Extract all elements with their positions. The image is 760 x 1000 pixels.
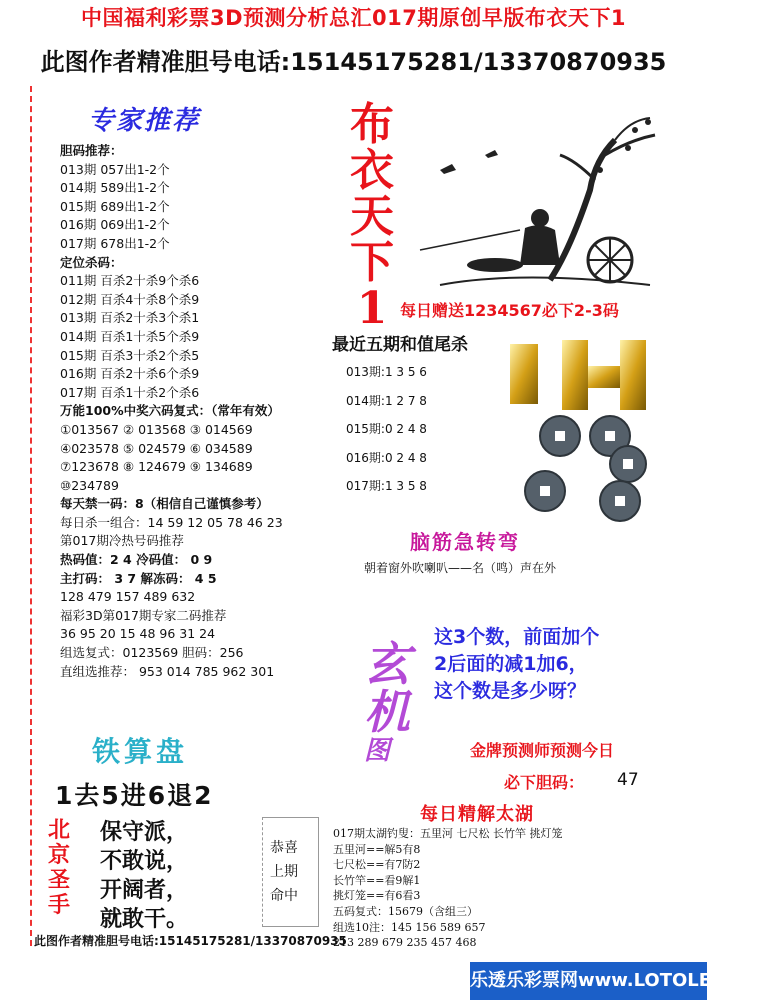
header-phone-bar <box>0 42 707 82</box>
buyi-tianxia-title <box>348 99 396 334</box>
list-line: ④023578 ⑤ 024579 ⑥ 034589 <box>60 440 253 456</box>
puzzle-line: 这个数是多少呀？ <box>434 680 587 702</box>
recent-row: 015期:0 2 4 8 <box>346 422 427 436</box>
title-char: 下 <box>350 237 394 288</box>
recent-sum-list <box>346 358 427 501</box>
brain-teaser-text: 朝着窗外吹喇叭——名（鸣）声在外 <box>364 561 557 575</box>
list-line: 每日杀一组合：14 59 12 05 78 46 23 <box>60 514 283 530</box>
taihu-text <box>333 826 693 951</box>
brain-teaser-title: 脑筋急转弯 <box>410 530 520 554</box>
list-line: 每天禁一码：8（相信自己谨慎参考） <box>60 496 269 512</box>
gongxi-line: 上期 <box>270 864 298 880</box>
expert-recommend-title: 专家推荐 <box>88 106 201 136</box>
list-line: 36 95 20 15 48 96 31 24 <box>60 626 216 642</box>
verse <box>100 818 188 934</box>
recent-sum-title: 最近五期和值尾杀 <box>332 335 468 355</box>
bj-char: 圣 <box>48 868 71 893</box>
list-line: 015期 689出1-2个 <box>60 198 170 214</box>
list-line: 组选复式：0123569 胆码：256 <box>60 645 244 661</box>
list-line: 万能100%中奖六码复式：（常年有效） <box>60 403 280 419</box>
list-line: 015期 百杀3十杀2个杀5 <box>60 347 200 363</box>
site-watermark[interactable]: 乐透乐彩票网www.LOTOLE.com <box>470 962 707 1000</box>
bj-char: 京 <box>48 843 71 868</box>
xuanji-char: 玄 <box>364 637 410 691</box>
list-line: 直组选推荐： 953 014 785 962 301 <box>60 663 275 679</box>
taihu-line: 长竹竿==看9解1 <box>333 873 421 887</box>
taihu-line: 017期太湖钓叟：五里河 七尺松 长竹竿 挑灯笼 <box>333 827 563 840</box>
list-line: 128 479 157 489 632 <box>60 589 196 605</box>
gongxi-text <box>270 836 298 908</box>
list-line: 热码值：2 4 冷码值： 0 9 <box>60 552 213 568</box>
taihu-line: 挑灯笼==有6看3 <box>333 889 421 903</box>
taihu-line: 七尺松==有7防2 <box>333 858 421 872</box>
list-line: 013期 057出1-2个 <box>60 161 170 177</box>
tiesuan-title: 铁算盘 <box>92 735 189 768</box>
tiesuan-formula: 1去5进6退2 <box>55 781 214 810</box>
list-line: 016期 069出1-2个 <box>60 217 170 233</box>
header-title: 中国福利彩票3D预测分析总汇017期原创早版布衣天下1 <box>81 6 626 30</box>
list-line: 第017期冷热号码推荐 <box>60 533 184 549</box>
taihu-line: 五里河==解5有8 <box>333 842 421 856</box>
taihu-line: 组选10注：145 156 589 657 <box>333 920 486 934</box>
gongxi-line: 命中 <box>270 888 298 904</box>
recent-row: 013期:1 3 5 6 <box>346 365 427 379</box>
must-pick-value: 47 <box>617 770 639 790</box>
bj-char: 手 <box>48 893 71 918</box>
list-line: ⑩234789 <box>60 477 119 493</box>
verse-line: 开阔者， <box>100 877 189 903</box>
list-line: ①013567 ② 013568 ③ 014569 <box>60 421 253 437</box>
xuanji-char: 机 <box>364 685 410 739</box>
verse-line: 就敢干。 <box>100 906 189 932</box>
list-line: 福彩3D第017期专家二码推荐 <box>60 607 227 623</box>
list-line: 014期 百杀1十杀5个杀9 <box>60 328 200 344</box>
gongxi-line: 恭喜 <box>270 840 298 856</box>
gold-predictor-title: 金牌预测师预测今日 <box>470 741 615 760</box>
must-pick-label: 必下胆码： <box>504 773 585 792</box>
puzzle-text <box>434 624 704 705</box>
list-line: 定位杀码： <box>60 254 123 270</box>
daily-gift: 每日赠送1234567必下2-3码 <box>400 298 619 321</box>
puzzle-line: 2后面的减1加6， <box>434 653 588 675</box>
footer-phone: 此图作者精准胆号电话:15145175281/13370870935 <box>34 934 347 948</box>
taihu-title: 每日精解太湖 <box>420 804 534 825</box>
recent-row: 016期:0 2 4 8 <box>346 450 427 465</box>
recent-row: 014期:1 2 7 8 <box>346 393 427 408</box>
list-line: 017期 678出1-2个 <box>60 235 170 251</box>
list-line: 016期 百杀2十杀6个杀9 <box>60 366 200 382</box>
header-phone: 此图作者精准胆号电话:15145175281/13370870935 <box>40 48 667 76</box>
expert-recommend-list <box>60 142 328 681</box>
verse-line: 保守派， <box>100 819 189 845</box>
list-line: 胆码推荐： <box>60 143 123 158</box>
xuanji-char: 图 <box>364 736 391 766</box>
beijing-shengshou <box>48 818 84 918</box>
list-line: 013期 百杀2十杀3个杀1 <box>60 310 200 326</box>
verse-line: 不敢说， <box>100 848 189 874</box>
fisherman-illustration <box>400 100 700 295</box>
title-char: 衣 <box>350 145 394 196</box>
title-char: 布 <box>350 99 394 150</box>
bj-char: 北 <box>48 818 71 843</box>
list-line: 014期 589出1-2个 <box>60 180 170 196</box>
xuanji-title <box>364 637 424 766</box>
list-line: 012期 百杀4十杀8个杀9 <box>60 291 200 307</box>
list-line: 011期 百杀2十杀9个杀6 <box>60 273 200 289</box>
taihu-line: 五码复式：15679（含组三） <box>333 904 478 918</box>
puzzle-line: 这3个数，前面加个 <box>434 626 600 648</box>
list-line: 主打码： 3 7 解冻码： 4 5 <box>60 570 217 586</box>
title-char: 天 <box>350 191 394 242</box>
recent-row: 017期:1 3 5 8 <box>346 479 427 493</box>
left-margin-line <box>30 86 32 946</box>
gold-coins-image <box>500 336 700 526</box>
taihu-line: 213 289 679 235 457 468 <box>333 936 477 950</box>
list-line: ⑦123678 ⑧ 124679 ⑨ 134689 <box>60 459 253 475</box>
list-line: 017期 百杀1十杀2个杀6 <box>60 384 200 400</box>
title-char: 1 <box>356 283 388 334</box>
